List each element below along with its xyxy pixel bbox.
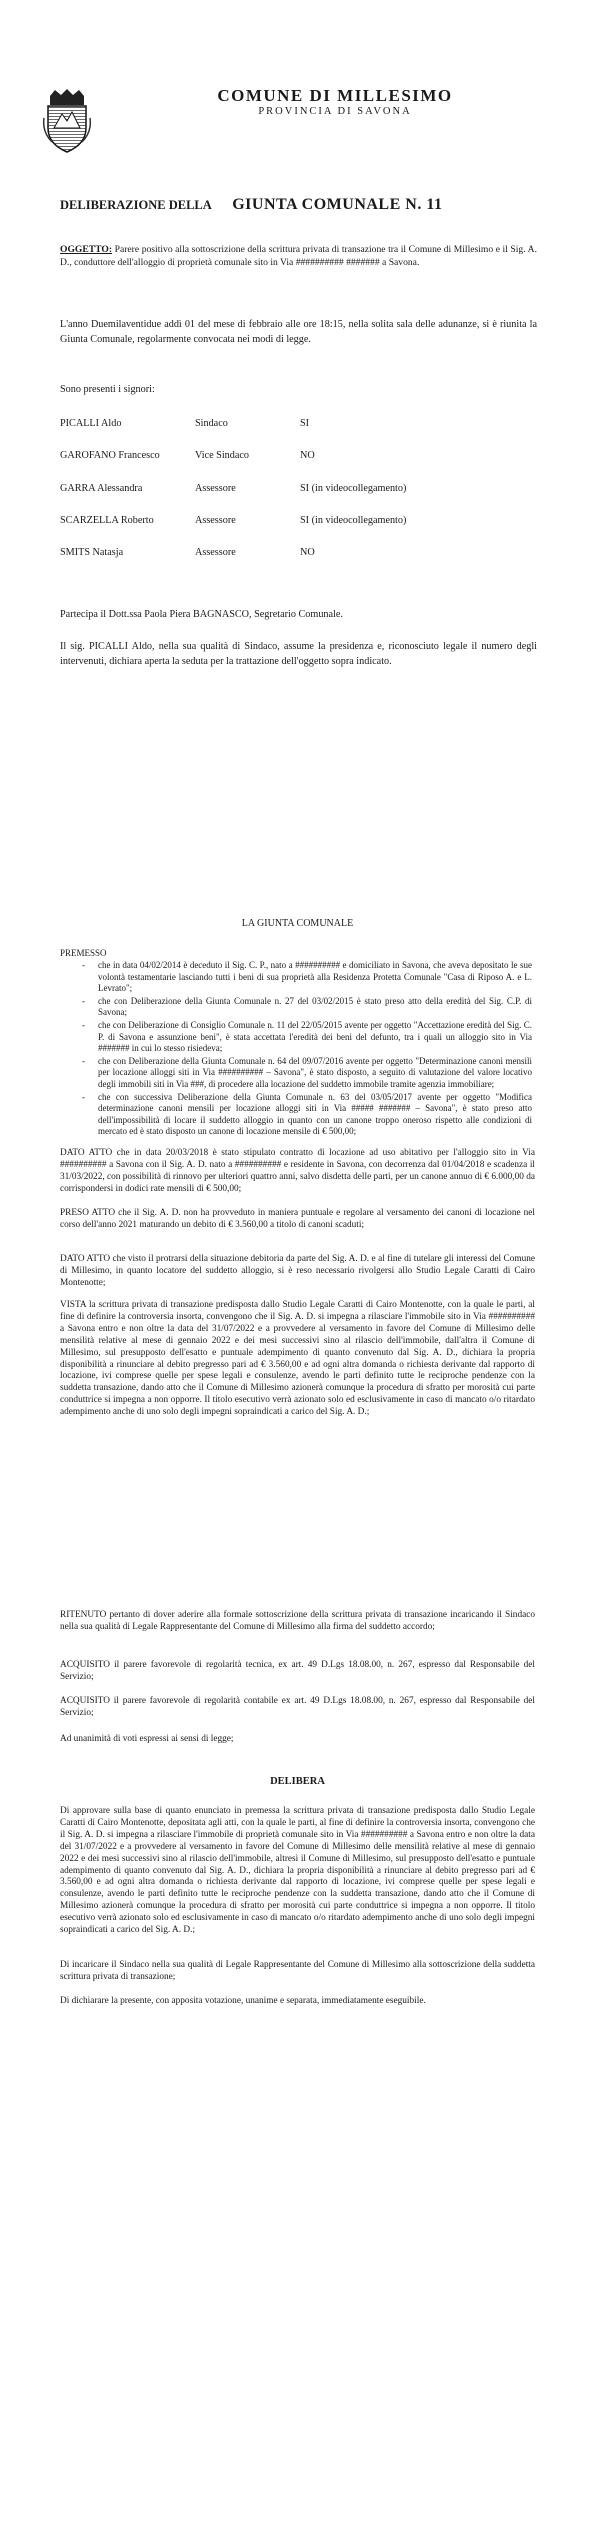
delibera-paragraph-3: Di dichiarare la presente, con apposita votazione, unanime e separata, immediatamente eseguibile. xyxy=(60,1996,426,2006)
acquisito-paragraph-1: ACQUISITO il parere favorevole di regolarità tecnica, ex art. 49 D.Lgs 18.08.00, n. 267, espresso dal Responsabile del Servizio; xyxy=(60,1660,535,1682)
member-presence: NO xyxy=(300,547,315,558)
member-role: Assessore xyxy=(195,515,236,526)
provincia-name: PROVINCIA DI SAVONA xyxy=(258,106,412,117)
member-name: SCARZELLA Roberto xyxy=(60,515,154,526)
delibera-paragraph-1: Di approvare sulla base di quanto enunciato in premessa la scrittura privata di transazione predisposta dallo Studio Legale Caratti di Cairo Montenotte, depositata agli atti, con la quale le parti, al fine di definire la controversia insorta, convengono che il Sig. A. D. si impegna a rilasciare l'immobile di proprietà comunale sito in Via ########## a Savona entro e non oltre la data del 31/07/2022 e a provvedere al versamento in favore del Comune di Millesimo delle mensilità relative al mese di gennaio 2022 e dei mesi successivi sino al rilascio dell'immobile, altresì il Comune di Millesimo, sul presupposto dell'esatto e puntuale adempimento di quanto convenuto dal Sig. A. D., dichiara la propria disponibilità a rinunciare al debito pregresso pari ad € 3.560,00 e ad ogni altra domanda o richiesta derivante dal rapporto di locazione, ivi comprese quelle per spese legali e consulenze, avendo le parti definito tutte le reciproche pendenze con la suddetta transazione, dando atto che il Comune di Millesimo azionerà comunque la procedura di sfratto per morosità cui parte conduttrice si impegna a non opporre. Il titolo esecutivo verrà azionato solo ed esclusivamente in caso di mancato o/o ritardato adempimento anche di uno solo degli impegni sopraindicati a carico del Sig. A. D.; xyxy=(60,1806,535,1936)
oggetto-text: Parere positivo alla sottoscrizione della scrittura privata di transazione tra il Comune di Millesimo e il Sig. A. D., conduttore dell'alloggio di proprietà comunale sito in Via ########## ####### a Savona. xyxy=(60,244,537,268)
member-name: GARRA Alessandra xyxy=(60,483,143,494)
member-name: PICALLI Aldo xyxy=(60,418,122,429)
comune-name: COMUNE DI MILLESIMO xyxy=(217,86,453,105)
oggetto-label: OGGETTO: xyxy=(60,244,113,255)
intro-paragraph: L'anno Duemilaventidue addì 01 del mese di febbraio alle ore 18:15, nella solita sala delle adunanze, si è riunita la Giunta Comunale, regolarmente convocata nei modi di legge. xyxy=(60,319,537,345)
list-item: - che con successiva Deliberazione della Giunta Comunale n. 63 del 03/05/2017 avente per oggetto "Modifica determinazione canoni mensili per locazione alloggi siti in Via ##### ####### – Savona", è stato preso atto dell'impossibilità di locare il suddetto alloggio in quanto con un canone troppo oneroso rispetto alle condizioni di mercato ed è stato disposto un canone di locazione mensile di € 500,00; xyxy=(82,1092,532,1138)
oggetto-paragraph xyxy=(60,244,537,269)
premesso-list xyxy=(82,960,532,1139)
vista-paragraph: VISTA la scrittura privata di transazione predisposta dallo Studio Legale Caratti di Cairo Montenotte, con la quale le parti, al fine di definire la controversia insorta, convengono che il Sig. A. D. si impegna a rilasciare l'immobile sito in Via ########## a Savona entro e non oltre la data del 31/07/2022 e a provvedere al versamento in favore del Comune di Millesimo delle mensilità relative al mese di gennaio 2022 e dei mesi successivi sino al rilascio dell'immobile, dall'altra il Comune di Millesimo, sul presupposto dell'esatto e puntuale adempimento di quanto convenuto dal Sig. A. D., dichiara la propria disponibilità a rinunciare al debito pregresso pari ad € 3.560,00 e ad ogni altra domanda o richiesta derivante dal rapporto di locazione, ivi comprese quelle per spese legali e consulenze, avendo le parti definito tutte le reciproche pendenze con la suddetta transazione, dando atto che il Comune di Millesimo azionerà comunque la procedura di sfratto per morosità cui parte conduttrice si impegna a non opporre. Il titolo esecutivo verrà azionato solo ed esclusivamente in caso di mancato o/o ritardato adempimento anche di uno solo degli impegni sopraindicati a carico del Sig. A. D.; xyxy=(60,1300,535,1418)
list-item: - che con Deliberazione della Giunta Comunale n. 64 del 09/07/2016 avente per oggetto "Determinazione canoni mensili per locazione alloggi siti in Via ########## – Savona", è stato disposto, a seguito di valutazione del valore locativo degli immobili siti in Via ###, di procedere alla locazione del suddetto immobile tramite agenzia immobiliare; xyxy=(82,1056,532,1091)
premesso-label: PREMESSO xyxy=(60,948,107,958)
preso-atto-paragraph: PRESO ATTO che il Sig. A. D. non ha provveduto in maniera puntuale e regolare al versamento dei canoni di locazione nel corso dell'anno 2021 maturando un debito di € 3.560,00 a titolo di canoni scaduti; xyxy=(60,1208,535,1230)
delibera-heading: DELIBERA xyxy=(270,1776,325,1787)
ritenuto-paragraph: RITENUTO pertanto di dover aderire alla formale sottoscrizione della scrittura privata di transazione incaricando il Sindaco nella sua qualità di Legale Rappresentante del Comune di Millesimo alla firma del suddetto accordo; xyxy=(60,1610,535,1632)
giunta-heading: LA GIUNTA COMUNALE xyxy=(241,918,354,929)
delibera-paragraph-2: Di incaricare il Sindaco nella sua qualità di Legale Rappresentante del Comune di Millesimo alla sottoscrizione della suddetta scrittura privata di transazione; xyxy=(60,1960,535,1982)
presenti-label: Sono presenti i signori: xyxy=(60,384,155,395)
member-name: SMITS Natasja xyxy=(60,547,124,558)
member-role: Vice Sindaco xyxy=(195,450,249,461)
deliberation-title xyxy=(60,196,442,214)
member-presence: SI (in videocollegamento) xyxy=(300,515,407,526)
acquisito-paragraph-2: ACQUISITO il parere favorevole di regolarità contabile ex art. 49 D.Lgs 18.08.00, n. 267, espresso dal Responsabile del Servizio; xyxy=(60,1696,535,1718)
list-item: - che in data 04/02/2014 è deceduto il Sig. C. P., nato a ########## e domiciliato in Savona, che aveva depositato le sue volontà testamentarie lasciando tutti i beni di sua proprietà alla Residenza Protetta Comunale "Casa di Riposo A. e L. Levrato"; xyxy=(82,960,532,995)
member-name: GAROFANO Francesco xyxy=(60,450,160,461)
list-item: - che con Deliberazione di Consiglio Comunale n. 11 del 22/05/2015 avente per oggetto "Accettazione eredità del Sig. C. P. di Savona e assunzione beni", è stata accettata l'eredità dei beni del defunto, tra i quali un alloggio sito in Via ####### in cui lo stesso risiedeva; xyxy=(82,1020,532,1055)
unanimita-paragraph: Ad unanimità di voti espressi ai sensi di legge; xyxy=(60,1734,234,1744)
member-role: Sindaco xyxy=(195,418,228,429)
giunta-number: GIUNTA COMUNALE N. 11 xyxy=(232,196,443,213)
member-presence: NO xyxy=(300,450,315,461)
dato-atto-paragraph-2: DATO ATTO che visto il protrarsi della situazione debitoria da parte del Sig. A. D. e al fine di tutelare gli interessi del Comune di Millesimo, in quanto locatore del suddetto alloggio, si è reso necessario rivolgersi allo Studio Legale Caratti di Cairo Montenotte; xyxy=(60,1254,535,1288)
member-role: Assessore xyxy=(195,483,236,494)
member-presence: SI xyxy=(300,418,310,429)
deliberation-label: DELIBERAZIONE DELLA xyxy=(60,198,212,212)
partecipa-paragraph: Partecipa il Dott.ssa Paola Piera BAGNASCO, Segretario Comunale. xyxy=(60,609,343,620)
list-item: - che con Deliberazione della Giunta Comunale n. 27 del 03/02/2015 è stato preso atto della eredità del Sig. C.P. di Savona; xyxy=(82,996,532,1019)
member-presence: SI (in videocollegamento) xyxy=(300,483,407,494)
dato-atto-paragraph: DATO ATTO che in data 20/03/2018 è stato stipulato contratto di locazione ad uso abitativo per l'alloggio sito in Via ########## a Savona con il Sig. A. D. nato a ########## e residente in Savona, con decorrenza dal 01/04/2018 e scadenza il 31/03/2022, con possibilità di rinnovo per ulteriori quattro anni, salvo disdetta delle parti, per un canone annuo di € 6.000,00 da corrispondersi in dodici rate mensili di € 500,00; xyxy=(60,1148,535,1194)
member-role: Assessore xyxy=(195,547,236,558)
municipal-crest-icon xyxy=(42,88,92,154)
sindaco-paragraph: Il sig. PICALLI Aldo, nella sua qualità di Sindaco, assume la presidenza e, riconosciuto legale il numero degli intervenuti, dichiara aperta la seduta per la trattazione dell'oggetto sopra indicato. xyxy=(60,641,537,667)
